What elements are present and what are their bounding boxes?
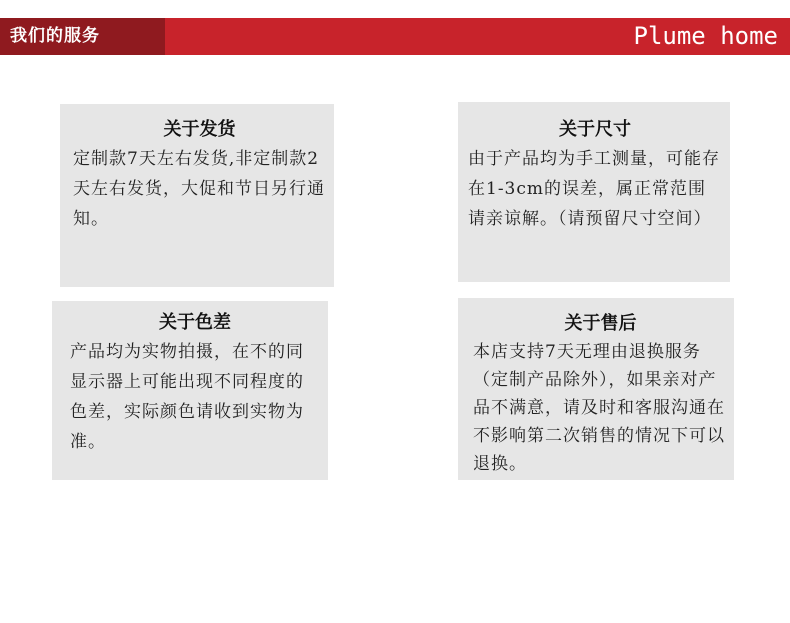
size-card-title: 关于尺寸 <box>559 119 631 140</box>
section-title: 我们的服务 <box>0 18 165 55</box>
shipping-card-body: 定制款7天左右发货,非定制款2天左右发货，大促和节日另行通知。 <box>73 149 325 229</box>
after-sales-card-title: 关于售后 <box>564 313 637 334</box>
after-sales-card <box>458 298 734 480</box>
size-card-body: 由于产品均为手工测量，可能存在1-3cm的误差，属正常范围请亲谅解。（请预留尺寸空间） <box>468 149 720 229</box>
size-info-card <box>458 102 730 282</box>
brand-name: Plume home <box>633 22 778 50</box>
color-difference-card <box>52 301 328 480</box>
shipping-info-card <box>60 104 334 287</box>
after-sales-card-body: 本店支持7天无理由退换服务（定制产品除外），如果亲对产品不满意，请及时和客服沟通在不影响第二次销售的情况下可以退换。 <box>473 342 725 474</box>
shipping-card-title: 关于发货 <box>163 119 236 140</box>
color-card-body: 产品均为实物拍摄，在不的同显示器上可能出现不同程度的色差，实际颜色请收到实物为准。 <box>70 342 304 452</box>
color-card-title: 关于色差 <box>159 312 231 333</box>
header-bar <box>0 18 790 55</box>
